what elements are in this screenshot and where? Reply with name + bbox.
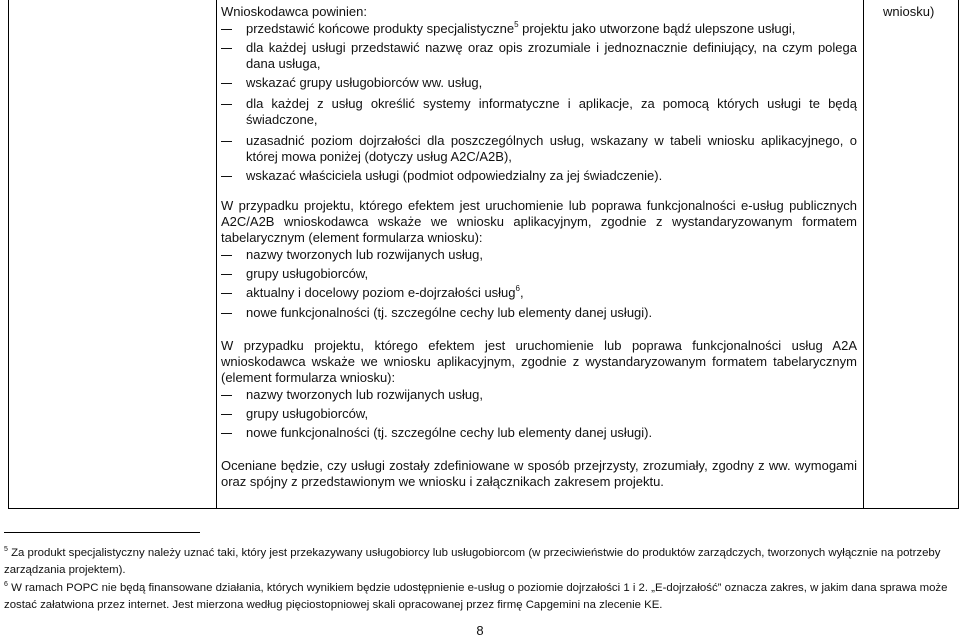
table-border-left <box>8 0 9 509</box>
section3-intro: W przypadku projektu, którego efektem jest uruchomienie lub poprawa funkcjonalności usług A2A wnioskodawca wskaże we wniosku aplikacyjnym, zgodnie z wystandaryzowanym formatem tabelarycznym (element formularza wniosku): <box>221 338 857 385</box>
dash-bullet-icon <box>221 433 232 434</box>
section1-item: dla każdej usługi przedstawić nazwę oraz opis zrozumiale i jednoznacznie definiujący, na czym polega dana usługa, <box>221 40 857 72</box>
section3-list <box>221 387 857 441</box>
right-column-label: wniosku) <box>883 4 935 19</box>
footnote-ref-5: 5 <box>514 20 519 29</box>
footnote-6 <box>4 580 954 614</box>
evaluation-note: Oceniane będzie, czy usługi zostały zdefiniowane w sposób przejrzysty, zrozumiały, zgodny z ww. wymogami oraz spójny z przedstawionym we wniosku i załącznikach zakresem projektu. <box>221 458 857 489</box>
table-border-right <box>958 0 959 509</box>
section2-item: nazwy tworzonych lub rozwijanych usług, <box>221 247 857 263</box>
page-number: 8 <box>476 623 484 638</box>
footnote-5-mark: 5 <box>4 546 8 553</box>
dash-bullet-icon <box>221 255 232 256</box>
section3-item: nowe funkcjonalności (tj. szczególne cechy lub elementy danej usługi). <box>221 425 857 441</box>
footnote-6-mark: 6 <box>4 581 8 588</box>
table-divider-right <box>863 0 864 509</box>
footnote-5-text: Za produkt specjalistyczny należy uznać taki, który jest przekazywany usługobiorcy lub usługobiorcom (w przeciwieństwie do produktów zarządczych, tworzonych wyłącznie na potrzeby zarządzania projektem). <box>4 547 941 576</box>
section3-item: nazwy tworzonych lub rozwijanych usług, <box>221 387 857 403</box>
table-border-bottom <box>8 508 959 509</box>
requirements-cell <box>221 4 857 490</box>
footnote-5 <box>4 545 954 579</box>
section2-item: grupy usługobiorców, <box>221 266 857 282</box>
dash-bullet-icon <box>221 141 232 142</box>
section3-item: grupy usługobiorców, <box>221 406 857 422</box>
dash-bullet-icon <box>221 395 232 396</box>
dash-bullet-icon <box>221 293 232 294</box>
dash-bullet-icon <box>221 83 232 84</box>
footnote-ref-6: 6 <box>515 284 520 293</box>
dash-bullet-icon <box>221 313 232 314</box>
section1-item: wskazać grupy usługobiorców ww. usług, <box>221 75 857 91</box>
dash-bullet-icon <box>221 29 232 30</box>
dash-bullet-icon <box>221 48 232 49</box>
dash-bullet-icon <box>221 104 232 105</box>
section1-item: uzasadnić poziom dojrzałości dla poszczególnych usług, wskazany w tabeli wniosku aplikacyjnego, o której mowa poniżej (dotyczy usług A2C/A2B), <box>221 133 857 165</box>
section1-item: przedstawić końcowe produkty specjalistyczne$^5$ projektu jako utworzone bądź ulepszone usługi, <box>221 21 857 37</box>
section1-item: wskazać właściciela usługi (podmiot odpowiedzialny za jej świadczenie). <box>221 168 857 184</box>
dash-bullet-icon <box>221 176 232 177</box>
section1-intro: Wnioskodawca powinien: <box>221 4 367 19</box>
dash-bullet-icon <box>221 414 232 415</box>
footnote-6-text: W ramach POPC nie będą finansowane działania, których wynikiem będzie udostępnienie e-usług o poziomie dojrzałości 1 i 2. „E-dojrzałość” oznacza zakres, w jakim dana sprawa może zostać załatwiona przez internet. Jest mierzona według pięciostopniowej skali opracowanej przez firmę Capgemini na zlecenie KE. <box>4 582 948 611</box>
table-divider-left <box>216 0 217 509</box>
section1-list <box>221 21 857 184</box>
section2-intro: W przypadku projektu, którego efektem jest uruchomienie lub poprawa funkcjonalności e-usług publicznych A2C/A2B wnioskodawca wskaże we wniosku aplikacyjnym, zgodnie z wystandaryzowanym formatem tabelarycznym (element formularza wniosku): <box>221 198 857 245</box>
dash-bullet-icon <box>221 274 232 275</box>
section2-item: aktualny i docelowy poziom e-dojrzałości usług$^6$, <box>221 285 857 301</box>
section1-item: dla każdej z usług określić systemy informatyczne i aplikacje, za pomocą których usługi te będą świadczone, <box>221 96 857 128</box>
section2-item: nowe funkcjonalności (tj. szczególne cechy lub elementy danej usługi). <box>221 305 857 321</box>
section2-list <box>221 247 857 321</box>
footnote-separator <box>4 532 200 533</box>
